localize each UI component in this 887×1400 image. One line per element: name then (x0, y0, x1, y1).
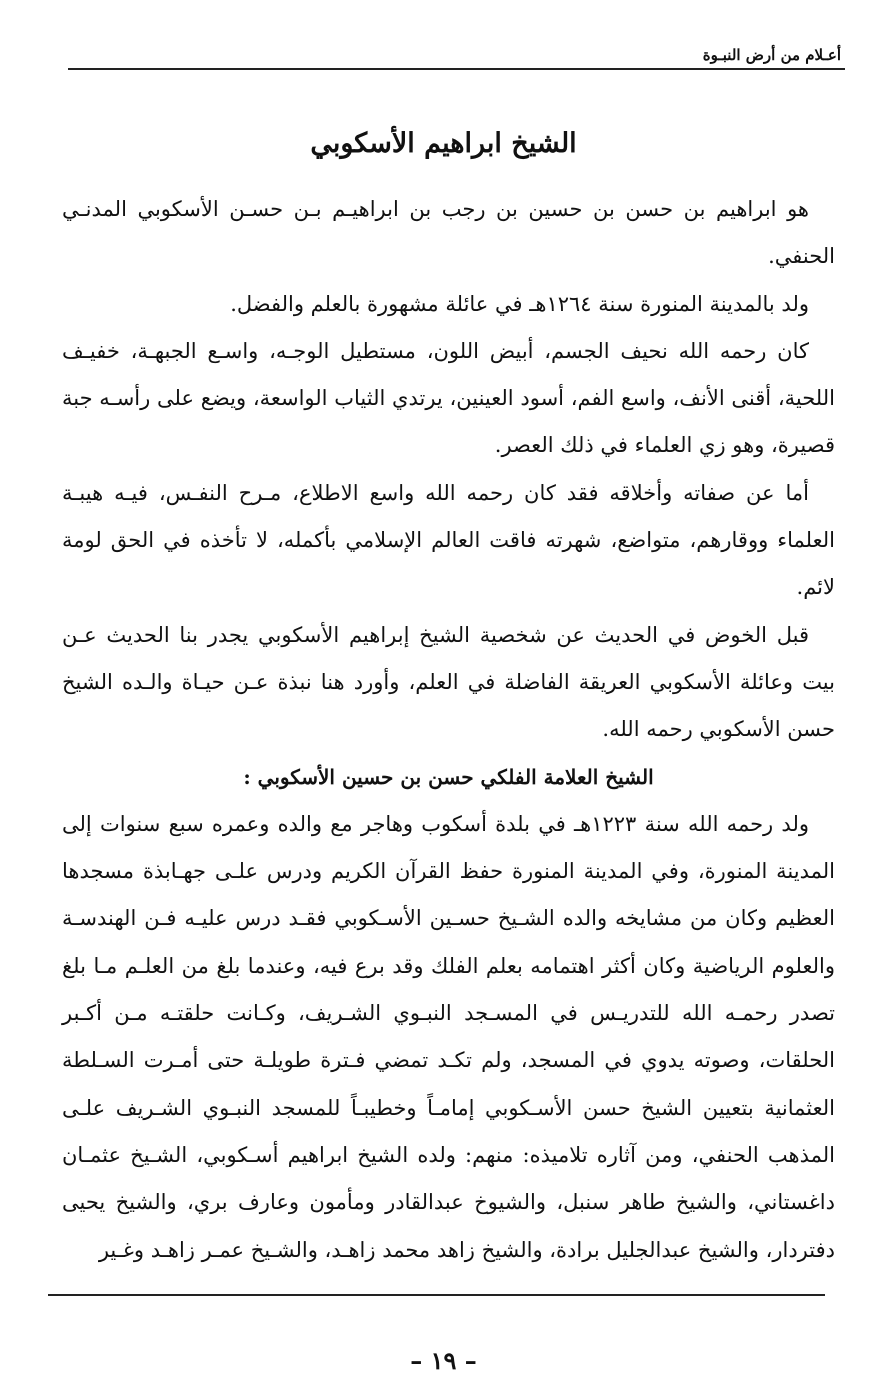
paragraph: أما عن صفاته وأخلاقه فقد كان رحمه الله واسع الاطلاع، مـرح النفـس، فيـه هيبـة العلماء ووقارهم، متواضع، شهرته فاقت العالم الإسلامي بأكمله، لا تأخذه في الحق لومة لائم. (62, 480, 835, 600)
article-body (62, 186, 835, 1274)
footer-rule (48, 1294, 825, 1296)
paragraph: هو ابراهيم بن حسن بن حسين بن رجب بن ابراهيـم بـن حسـن الأسكوبي المدنـي الحنفي. (62, 197, 835, 269)
running-header: أعـلام من أرض النبـوة (702, 46, 841, 64)
paragraph: قبل الخوض في الحديث عن شخصية الشيخ إبراهيم الأسكوبي يجدر بنا الحديث عـن بيت وعائلة الأسكوبي العريقة الفاضلة في العلم، وأورد هنا نبذة عـن حيـاة والـده الشيخ حسن الأسكوبي رحمه الله. (62, 622, 835, 742)
paragraph: ولد بالمدينة المنورة سنة ١٢٦٤هـ في عائلة مشهورة بالعلم والفضل. (230, 291, 809, 316)
paragraph: ولد رحمه الله سنة ١٢٢٣هـ في بلدة أسكوب وهاجر مع والده وعمره سبع سنوات إلى المدينة المنورة، وفي المدينة المنورة حفظ القرآن الكريم ودرس علـى جهـابذة مسجدها العظيم وكان من مشايخه والده الشـيخ حسـين الأسـكوبي فقـد درس عليـه فـن الهندسـة والعلوم الرياضية وكان أكثر اهتمامه بعلم الفلك وقد برع فيه، وعندما بلغ من العلـم مـا بلغ تصدر رحمـه الله للتدريـس في المسـجد النبـوي الشـريف، وكـانت حلقتـه مـن أكـبر الحلقات، وصوته يدوي في المسجد، ولم تكـد تمضي فـترة طويلـة حتى أمـرت السـلطة العثمانية بتعيين الشيخ حسن الأسـكوبي إمامـاً وخطيبـاً للمسجد النبـوي الشـريف علـى المذهب الحنفي، ومن آثاره تلاميذه: منهم: ولده الشيخ ابراهيم أسـكوبي، الشـيخ عثمـان داغستاني، والشيخ طاهر سنبل، والشيوخ عبدالقادر ومأمون وعارف بري، والشيخ يحيى دفتردار، والشيخ عبدالجليل برادة، والشيخ زاهد محمد زاهـد، والشـيخ عمـر زاهـد وغـير (62, 811, 835, 1262)
paragraph: كان رحمه الله نحيف الجسم، أبيض اللون، مستطيل الوجـه، واسـع الجبهـة، خفيـف اللحية، أقنى الأنف، واسع الفم، أسود العينين، يرتدي الثياب الواسعة، ويضع على رأسـه جبة قصيرة، وهو زي العلماء في ذلك العصر. (62, 338, 835, 458)
header-rule (68, 68, 845, 70)
page-number: – ١٩ – (410, 1346, 477, 1375)
section-subheading: الشيخ العلامة الفلكي حسن بن حسين الأسكوبي : (243, 764, 654, 789)
article-title: الشيخ ابراهيم الأسكوبي (310, 128, 577, 159)
